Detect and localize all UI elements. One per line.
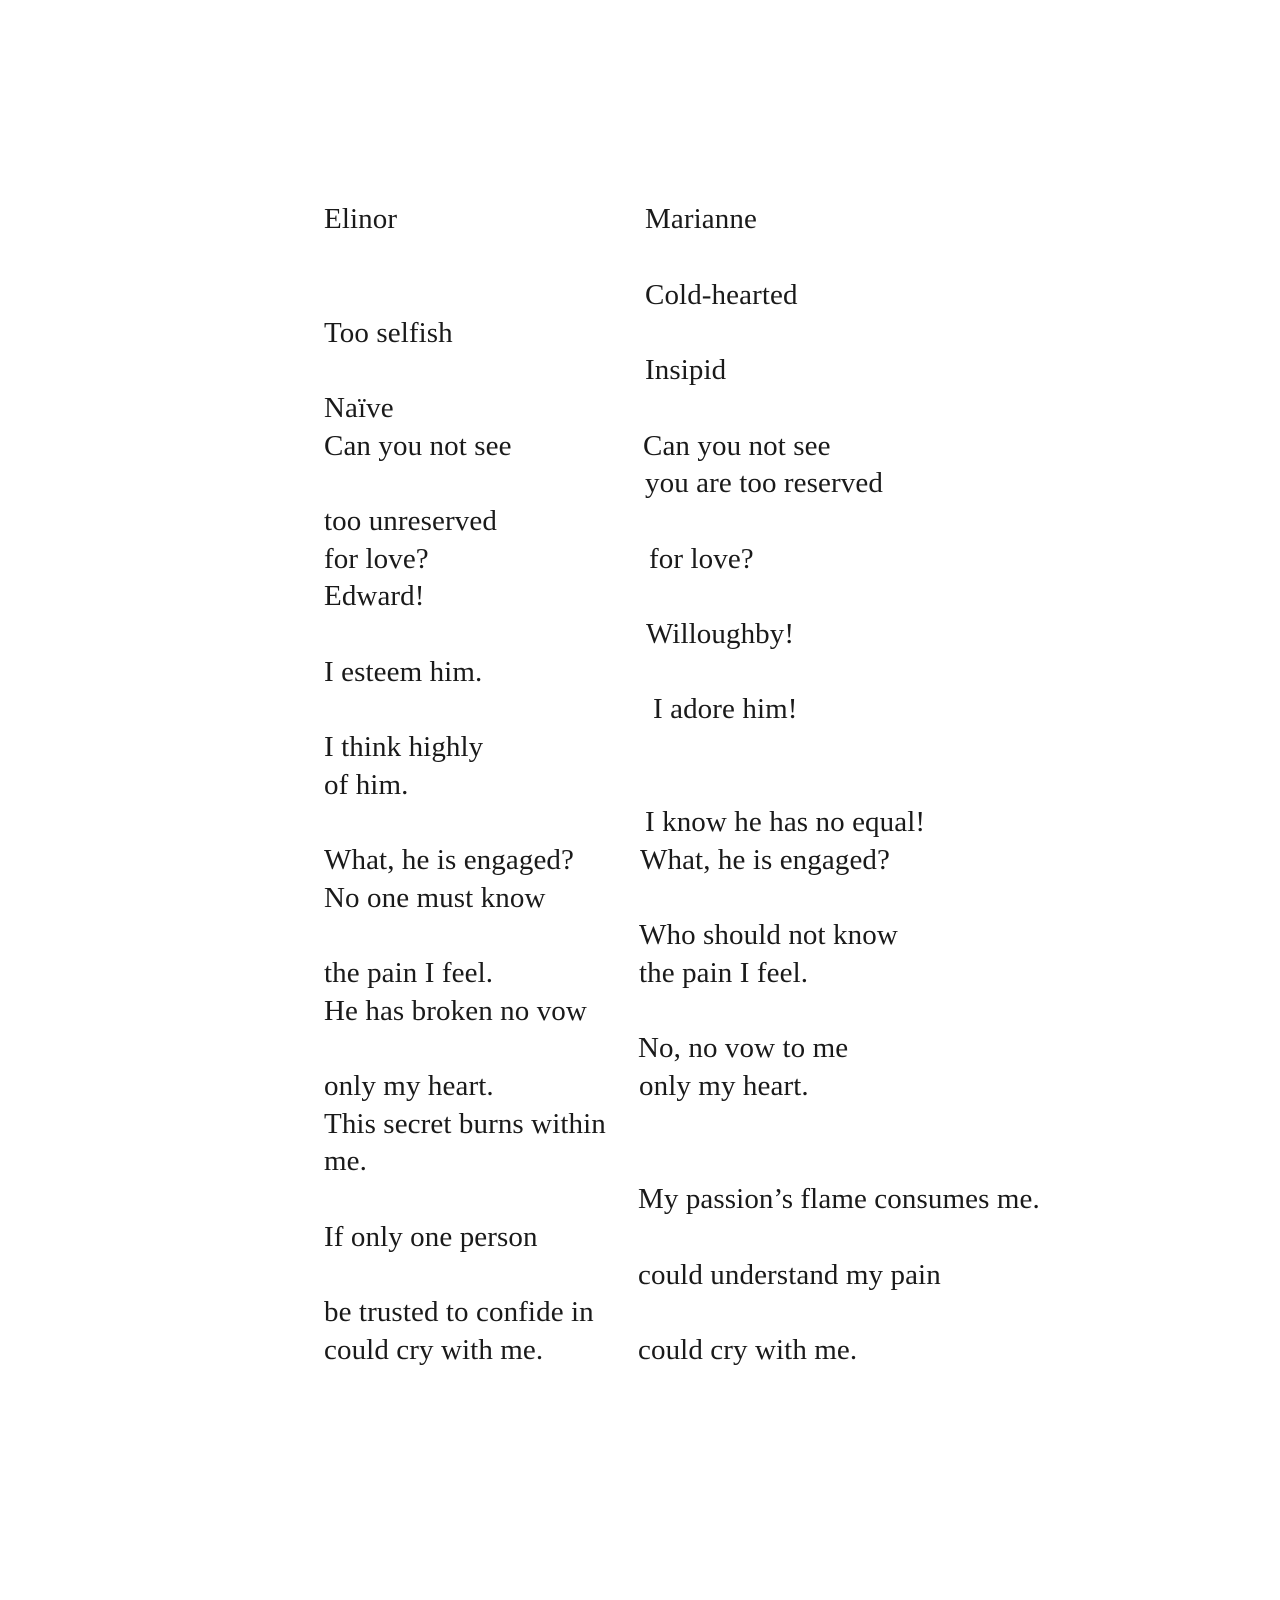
marianne-line: could cry with me. [638, 1334, 858, 1366]
elinor-line: Naïve [324, 392, 394, 424]
marianne-line: Who should not know [639, 919, 898, 951]
marianne-line: I adore him! [653, 693, 798, 725]
column-header-elinor: Elinor [324, 203, 398, 235]
marianne-line: only my heart. [639, 1070, 809, 1102]
marianne-line: the pain I feel. [639, 957, 809, 989]
elinor-line: be trusted to confide in [324, 1296, 594, 1328]
marianne-line: Willoughby! [646, 618, 795, 650]
elinor-line: for love? [324, 543, 429, 575]
elinor-line: of him. [324, 769, 409, 801]
elinor-line: This secret burns within [324, 1108, 606, 1140]
elinor-line: the pain I feel. [324, 957, 494, 989]
elinor-line: me. [324, 1145, 367, 1177]
elinor-line: I think highly [324, 731, 484, 763]
elinor-line: I esteem him. [324, 656, 483, 688]
elinor-line: could cry with me. [324, 1334, 544, 1366]
elinor-line: He has broken no vow [324, 995, 587, 1027]
marianne-line: Can you not see [643, 430, 831, 462]
elinor-line: Edward! [324, 580, 425, 612]
marianne-line: for love? [649, 543, 754, 575]
elinor-line: What, he is engaged? [324, 844, 575, 876]
elinor-line: If only one person [324, 1221, 538, 1253]
elinor-line: Too selfish [324, 317, 453, 349]
column-header-marianne: Marianne [645, 203, 757, 235]
marianne-line: you are too reserved [645, 467, 883, 499]
elinor-line: Can you not see [324, 430, 512, 462]
elinor-line: too unreserved [324, 505, 497, 537]
marianne-line: My passion’s flame consumes me. [638, 1183, 1040, 1215]
marianne-line: Insipid [645, 354, 727, 386]
marianne-line: could understand my pain [638, 1259, 941, 1291]
marianne-line: What, he is engaged? [640, 844, 891, 876]
marianne-line: No, no vow to me [638, 1032, 849, 1064]
marianne-line: Cold-hearted [645, 279, 798, 311]
marianne-line: I know he has no equal! [645, 806, 926, 838]
elinor-line: No one must know [324, 882, 546, 914]
elinor-line: only my heart. [324, 1070, 494, 1102]
